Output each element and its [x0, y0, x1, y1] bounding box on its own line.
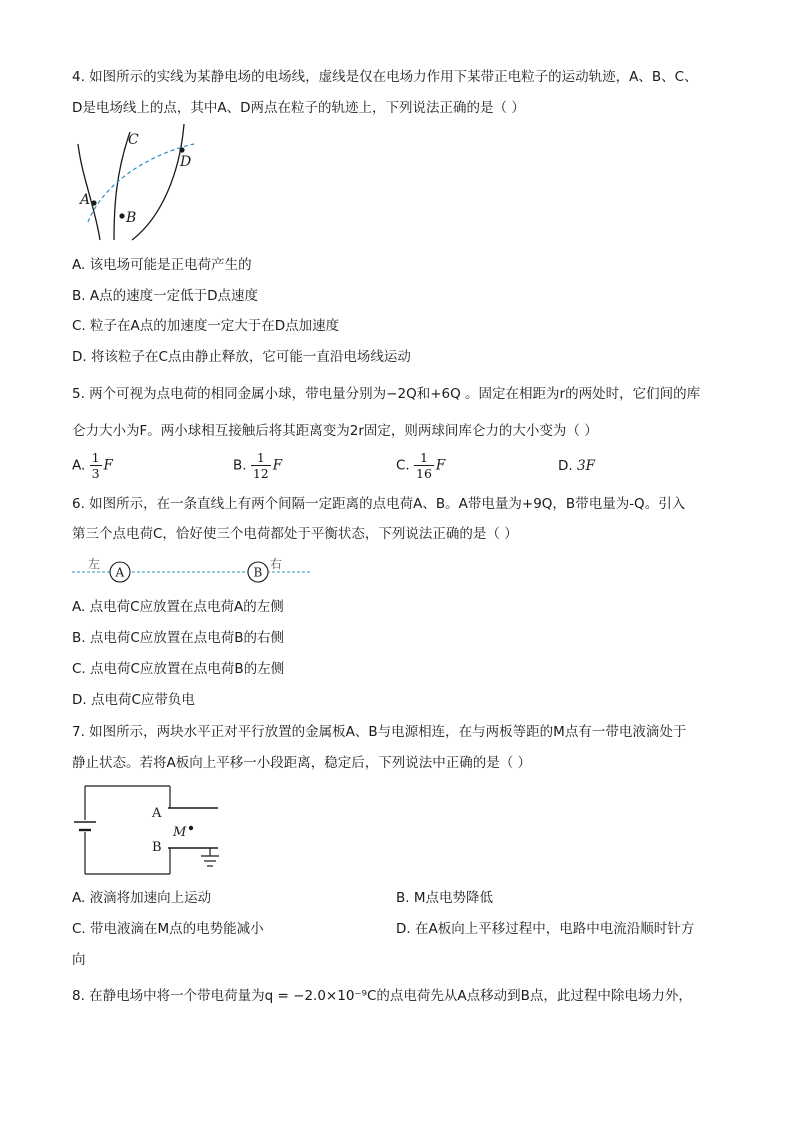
q6-stem-line2: 第三个点电荷C，恰好使三个电荷都处于平衡状态，下列说法正确的是（ ） [72, 526, 518, 542]
q7-option-b: B. M点电势降低 [396, 890, 493, 906]
q4-label-b: B [126, 210, 137, 226]
q4-label-c: C [128, 132, 139, 148]
q4-stem-line1: 4. 如图所示的实线为某静电场的电场线，虚线是仅在电场力作用下某带正电粒子的运动轨迹，A、B、C、 [72, 69, 698, 85]
q4-option-b: B. A点的速度一定低于D点速度 [72, 288, 258, 304]
q6-label-a: A [115, 565, 125, 580]
q6-stem-line1: 6. 如图所示，在一条直线上有两个间隔一定距离的点电荷A、B。A带电量为+9Q，B带电量为-Q。引入 [72, 496, 686, 512]
q4-stem-line2: D是电场线上的点，其中A、D两点在粒子的轨迹上，下列说法正确的是（ ） [72, 100, 525, 116]
q6-option-b: B. 点电荷C应放置在点电荷B的右侧 [72, 630, 285, 646]
q6-label-b: B [253, 565, 263, 580]
q5-option-d: D. 3F [558, 458, 595, 474]
q5-option-c-fraction: $\frac{1}{16}$ [416, 450, 432, 481]
q4-label-a: A [80, 192, 91, 208]
q5-option-b: B. $\frac{1}{12}$ F [233, 450, 283, 481]
q5-option-b-fraction: $\frac{1}{12}$ [252, 450, 269, 481]
q4-option-a: A. 该电场可能是正电荷产生的 [72, 257, 252, 273]
q4-option-d: D. 将该粒子在C点由静止释放，它可能一直沿电场线运动 [72, 349, 411, 365]
q6-charges-figure [70, 556, 315, 588]
q7-option-d-continued: 向 [72, 952, 86, 968]
q7-option-d: D. 在A板向上平移过程中，电路中电流沿顺时针方 [396, 921, 695, 937]
q5-stem-line2: 仑力大小为F。两小球相互接触后将其距离变为2r固定，则两球间库仑力的大小变为（ ） [72, 423, 598, 439]
q7-option-c: C. 带电液滴在M点的电势能减小 [72, 921, 264, 937]
q6-option-d: D. 点电荷C应带负电 [72, 692, 195, 708]
q4-label-d: D [180, 154, 192, 170]
q7-stem-line1: 7. 如图所示，两块水平正对平行放置的金属板A、B与电源相连，在与两板等距的M点有一带电液滴处于 [72, 724, 687, 740]
q7-option-a: A. 液滴将加速向上运动 [72, 890, 212, 906]
q4-electric-field-figure [70, 122, 210, 247]
q4-option-c: C. 粒子在A点的加速度一定大于在D点加速度 [72, 318, 340, 334]
q7-capacitor-circuit-figure [70, 778, 230, 878]
q7-stem-line2: 静止状态。若将A板向上平移一小段距离，稳定后，下列说法中正确的是（ ） [72, 755, 532, 771]
q6-option-c: C. 点电荷C应放置在点电荷B的左侧 [72, 661, 285, 677]
q6-label-left: 左 [88, 557, 101, 571]
q5-option-a-fraction: $\frac{1}{3}$ [91, 450, 100, 481]
q5-stem-line1: 5. 两个可视为点电荷的相同金属小球，带电量分别为−2Q和+6Q 。固定在相距为r的两处时，它们间的库 [72, 386, 701, 402]
q6-option-a: A. 点电荷C应放置在点电荷A的左侧 [72, 599, 284, 615]
q7-label-b: B [152, 840, 162, 855]
q5-option-a: A. $\frac{1}{3}$ F [72, 450, 113, 481]
q7-label-m: M [173, 825, 187, 840]
q8-stem-line1: 8. 在静电场中将一个带电荷量为q = −2.0×10⁻⁹C的点电荷先从A点移动到B点，此过程中除电场力外， [72, 988, 692, 1004]
q5-option-c: C. $\frac{1}{16}$ F [396, 450, 446, 481]
q7-label-a: A [152, 806, 162, 821]
q6-label-right: 右 [270, 557, 283, 571]
